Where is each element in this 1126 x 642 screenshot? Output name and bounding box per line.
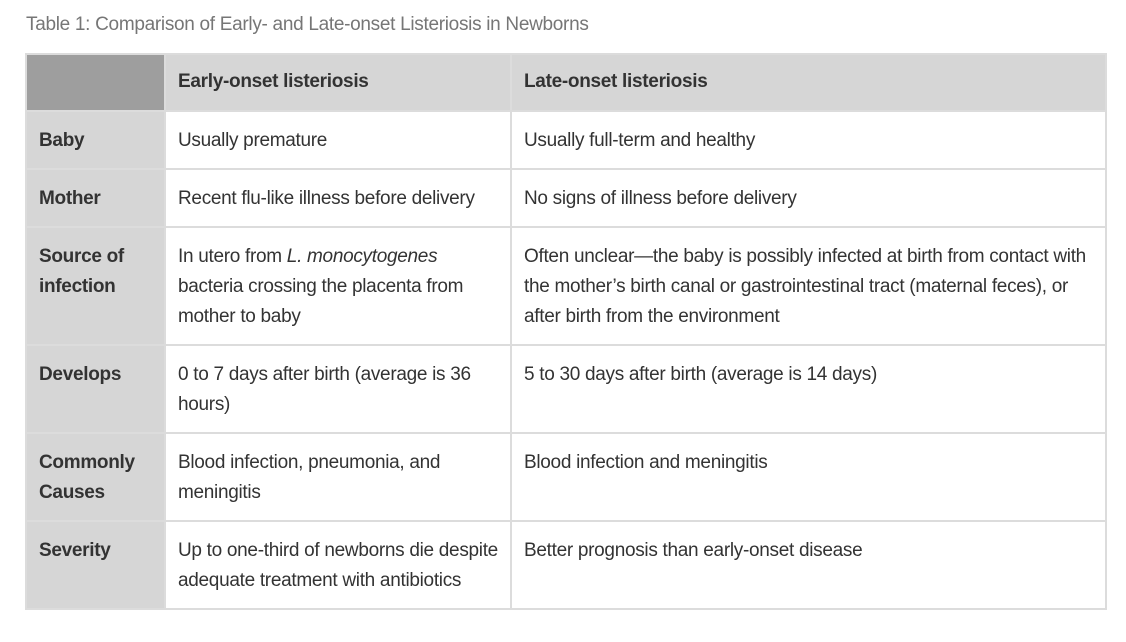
table-row: [26, 521, 1106, 609]
table-body: [26, 111, 1106, 609]
comparison-table: [25, 53, 1107, 610]
table-caption: Table 1: Comparison of Early- and Late-onset Listeriosis in Newborns: [26, 14, 589, 35]
table-row: [26, 111, 1106, 169]
cell-late-causes: Blood infection and meningitis: [511, 433, 1106, 521]
cell-early-causes: Blood infection, pneumonia, and meningitis: [165, 433, 511, 521]
table-header: [26, 54, 1106, 111]
cell-early-develops: 0 to 7 days after birth (average is 36 hours): [165, 345, 511, 433]
organism-name: L. monocytogenes: [286, 246, 438, 267]
cell-early-mother: Recent flu-like illness before delivery: [165, 169, 511, 227]
row-label-baby: Baby: [26, 111, 165, 169]
cell-late-source: Often unclear—the baby is possibly infected at birth from contact with the mother’s birth canal or gastrointestinal tract (maternal feces), or after birth from the environment: [511, 227, 1106, 345]
cell-early-source-suffix: bacteria crossing the placenta from mother to baby: [178, 276, 464, 327]
table-row: [26, 169, 1106, 227]
header-late-onset: Late-onset listeriosis: [511, 54, 1106, 111]
table-row: [26, 345, 1106, 433]
table-row: [26, 433, 1106, 521]
cell-early-severity: Up to one-third of newborns die despite adequate treatment with antibiotics: [165, 521, 511, 609]
row-label-develops: Develops: [26, 345, 165, 433]
cell-early-source: [165, 227, 511, 345]
cell-late-baby: Usually full-term and healthy: [511, 111, 1106, 169]
row-label-mother: Mother: [26, 169, 165, 227]
cell-early-source-prefix: In utero from: [178, 246, 287, 267]
cell-late-develops: 5 to 30 days after birth (average is 14 days): [511, 345, 1106, 433]
row-label-causes: Commonly Causes: [26, 433, 165, 521]
header-early-onset: Early-onset listeriosis: [165, 54, 511, 111]
table-row: [26, 227, 1106, 345]
row-label-source: Source of infection: [26, 227, 165, 345]
cell-late-severity: Better prognosis than early-onset disease: [511, 521, 1106, 609]
row-label-severity: Severity: [26, 521, 165, 609]
header-corner-cell: [26, 54, 165, 111]
header-row: [26, 54, 1106, 111]
cell-late-mother: No signs of illness before delivery: [511, 169, 1106, 227]
cell-early-baby: Usually premature: [165, 111, 511, 169]
